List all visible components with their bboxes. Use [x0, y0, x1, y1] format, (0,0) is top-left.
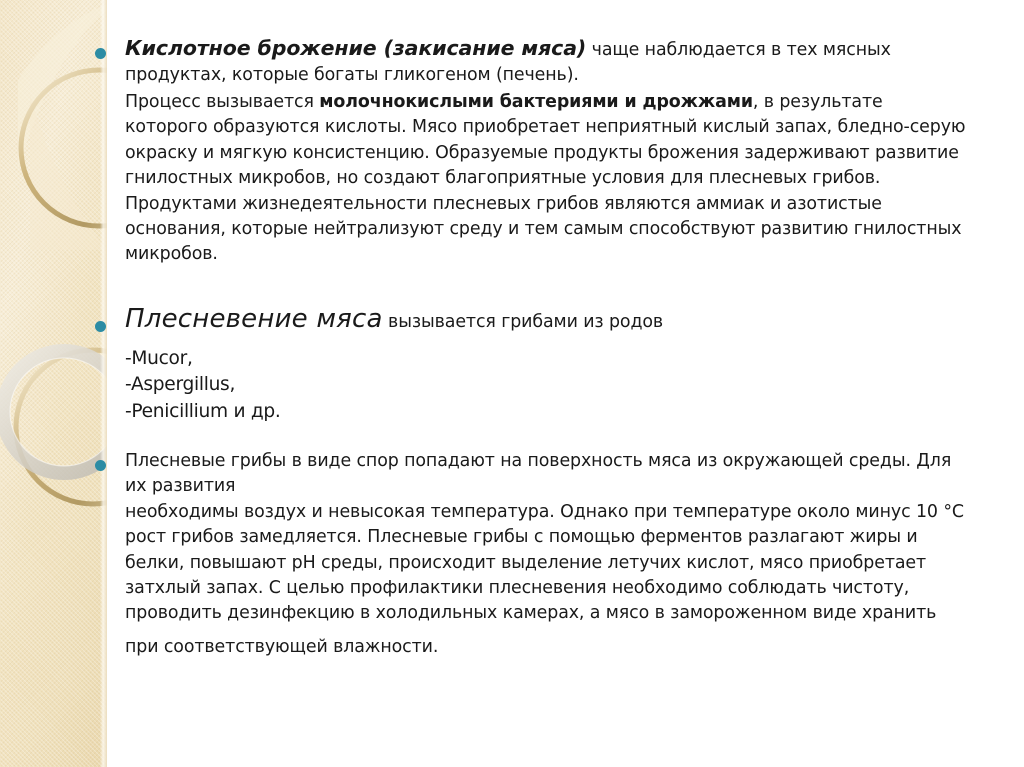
mold-fungi-text-part3: при соответствующей влажности.: [125, 636, 439, 657]
bullet-item-mold-fungi: [107, 449, 967, 660]
process-rest-text: , в результате которого образуются кислоты. Мясо приобретает неприятный кислый запах, бледно-серую окраску и мягкую консистенцию. Образуемые продукты брожения задерживают развитие гнилостных микробов, но создают благоприятные условия для плесневых грибов. Продуктами жизнедеятельности плесневых грибов являются аммиак и азотистые основания, которые нейтрализуют среду и тем самым способствуют развитию гнилостных микробов.: [125, 92, 966, 265]
molding-heading-tail: вызывается грибами из родов: [382, 312, 664, 332]
decorative-sidebar: [0, 0, 107, 767]
mold-fungi-paragraph: [107, 449, 967, 660]
process-paragraph: [107, 90, 967, 268]
mold-fungi-text-part1: Плесневые грибы в виде спор попадают на поверхность мяса из окружающей среды. Для их развития: [125, 451, 952, 497]
bullet-item-molding: [107, 304, 967, 335]
molding-paragraph: [107, 304, 967, 335]
bullet-marker-icon: [95, 48, 106, 59]
process-bold-term: молочнокислыми бактериями и дрожжами: [319, 92, 753, 112]
species-item: [107, 372, 967, 398]
molding-heading: Плесневение мяса: [125, 304, 383, 334]
mold-fungi-text-part2: необходимы воздух и невысокая температура. Однако при температуре около минус 10 °С рост грибов замедляется. Плесневые грибы с помощью ферментов разлагают жиры и белки, повышают рН среды, происходит выделение летучих кислот, мясо приобретает затхлый запах. С целью профилактики плесневения необходимо соблюдать чистоту, проводить дезинфекцию в холодильных камерах, а мясо в замороженном виде хранить: [125, 501, 964, 624]
acid-fermentation-heading-tail: чаще наблюдается в тех мясных продуктах, которые богаты гликогеном (печень).: [125, 40, 891, 86]
gold-ring-bottom: [16, 350, 107, 504]
sidebar-right-edge: [100, 0, 107, 767]
slide-content: [107, 0, 1024, 767]
species-name-penicillium: -Penicillium и др.: [125, 400, 281, 422]
species-item: [107, 399, 967, 425]
species-item: [107, 346, 967, 372]
acid-fermentation-paragraph: [107, 36, 967, 89]
species-name-aspergillus: -Aspergillus,: [125, 374, 236, 396]
bullet-item-acid-fermentation: [107, 36, 967, 89]
species-name-mucor: -Mucor,: [125, 348, 193, 369]
acid-fermentation-heading: Кислотное брожение (закисание мяса): [125, 36, 587, 60]
process-paragraph-block: [107, 90, 967, 268]
process-lead-text: Процесс вызывается: [125, 92, 320, 112]
species-list: [107, 346, 967, 425]
bullet-marker-icon: [95, 460, 106, 471]
sidebar-rings-decoration: [0, 0, 107, 767]
bullet-marker-icon: [95, 321, 106, 332]
